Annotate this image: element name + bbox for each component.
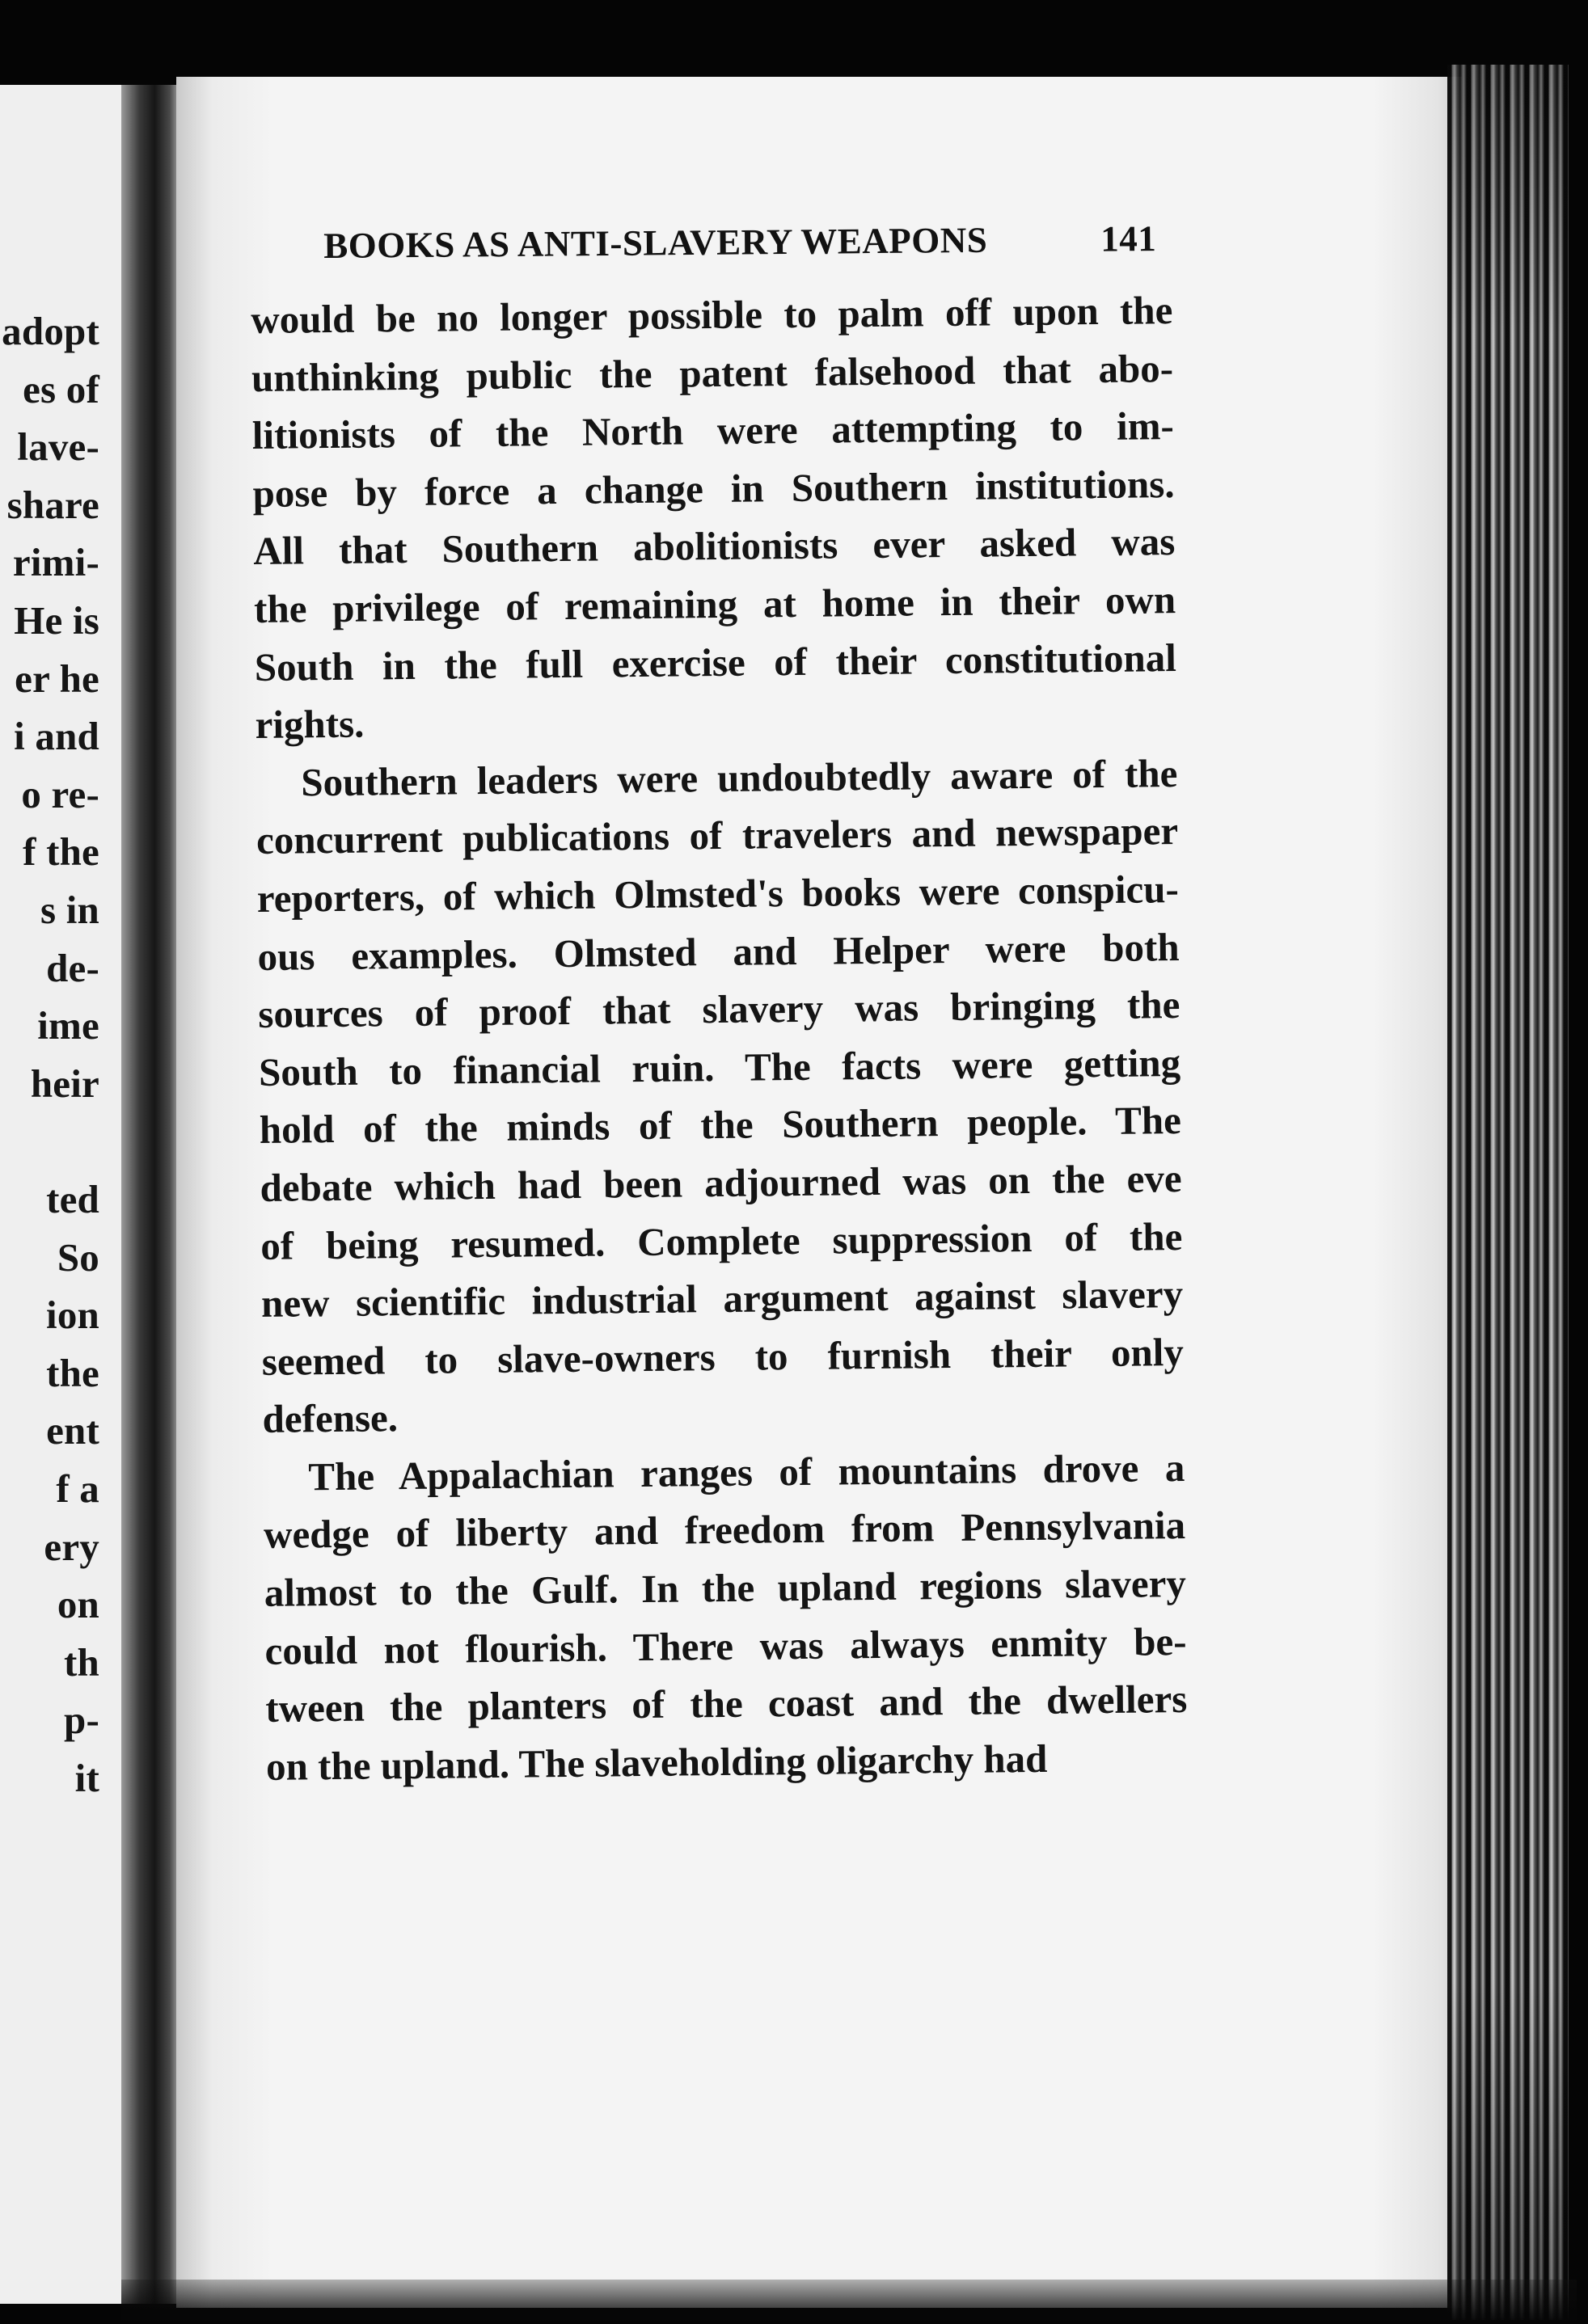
- facing-page-line: p-: [64, 1698, 99, 1743]
- text-line: South in the full exercise of their constitutional: [254, 635, 1177, 690]
- text-line: reporters, of which Olmsted's books were conspicu-: [256, 866, 1180, 921]
- page-body-text: [251, 281, 1188, 1795]
- text-line: rights.: [255, 701, 365, 748]
- facing-page-line: de-: [46, 945, 99, 990]
- running-head: [323, 217, 1156, 267]
- facing-page-line: i and: [14, 714, 99, 759]
- text-line: wedge of liberty and freedom from Pennsylvania: [263, 1503, 1186, 1558]
- text-line: ous examples. Olmsted and Helper were both: [257, 924, 1180, 979]
- facing-page-line: ime: [37, 1003, 99, 1048]
- running-head-title: BOOKS AS ANTI-SLAVERY WEAPONS: [323, 219, 988, 266]
- text-line: tween the planters of the coast and the dwellers: [265, 1677, 1188, 1731]
- scan-bottom-shadow: [121, 2280, 1577, 2324]
- facing-page-line: He is: [14, 598, 99, 643]
- text-line: the privilege of remaining at home in their own: [253, 577, 1176, 631]
- facing-page-line: f the: [23, 829, 99, 875]
- text-line: sources of proof that slavery was bringing the: [258, 982, 1180, 1037]
- text-line: would be no longer possible to palm off upon the: [251, 288, 1173, 342]
- text-line: pose by force a change in Southern institutions.: [252, 461, 1175, 516]
- facing-page-line: f a: [56, 1466, 99, 1511]
- text-line: of being resumed. Complete suppression of the: [260, 1213, 1183, 1268]
- page-number: 141: [1100, 218, 1157, 259]
- facing-page-line: lave-: [17, 424, 99, 470]
- facing-page-line: th: [64, 1639, 99, 1685]
- text-line: Southern leaders were undoubtedly aware of the: [301, 750, 1178, 805]
- text-line: defense.: [262, 1395, 399, 1442]
- facing-page-line: share: [6, 482, 99, 527]
- facing-page-line: o re-: [21, 771, 99, 816]
- facing-page-line: heir: [30, 1061, 99, 1106]
- text-line: seemed to slave-owners to furnish their only: [261, 1329, 1185, 1384]
- facing-page-line: on: [57, 1582, 99, 1627]
- facing-page-line: ion: [46, 1293, 99, 1338]
- text-line: new scientific industrial argument against slavery: [260, 1272, 1184, 1326]
- facing-page-line: s in: [40, 888, 99, 932]
- facing-page-line: the: [46, 1350, 99, 1395]
- facing-page-line: er he: [15, 656, 99, 701]
- text-line: litionists of the North were attempting to im-: [251, 403, 1175, 458]
- facing-page-line: adopt: [2, 309, 99, 353]
- book-gutter: [121, 85, 182, 2304]
- facing-page-line: rimi-: [12, 540, 99, 585]
- text-line: debate which had been adjourned was on the eve: [260, 1155, 1182, 1210]
- facing-page-line: ted: [46, 1177, 99, 1221]
- facing-page-line: ery: [44, 1524, 99, 1569]
- paragraph: [251, 281, 1177, 754]
- text-line: almost to the Gulf. In the upland regions slavery: [264, 1561, 1187, 1615]
- text-line: The Appalachian ranges of mountains drove a: [308, 1445, 1185, 1499]
- facing-page-line: it: [74, 1756, 99, 1800]
- paragraph: [256, 744, 1185, 1449]
- paragraph: [263, 1439, 1188, 1795]
- facing-page-line: ent: [46, 1408, 99, 1453]
- text-line: on the upland. The slaveholding oligarchy had: [265, 1736, 1048, 1789]
- facing-page-line: es of: [23, 366, 99, 411]
- text-line: unthinking public the patent falsehood that abo-: [251, 345, 1174, 400]
- text-line: could not flourish. There was always enmity be-: [264, 1618, 1187, 1673]
- text-line: All that Southern abolitionists ever asked was: [253, 519, 1176, 574]
- page-fore-edge-shade: [1447, 65, 1569, 2320]
- text-line: concurrent publications of travelers and newspaper: [256, 808, 1179, 863]
- facing-page-line: So: [57, 1234, 99, 1280]
- text-line: South to financial ruin. The facts were getting: [258, 1040, 1181, 1095]
- text-line: hold of the minds of the Southern people. The: [259, 1098, 1182, 1153]
